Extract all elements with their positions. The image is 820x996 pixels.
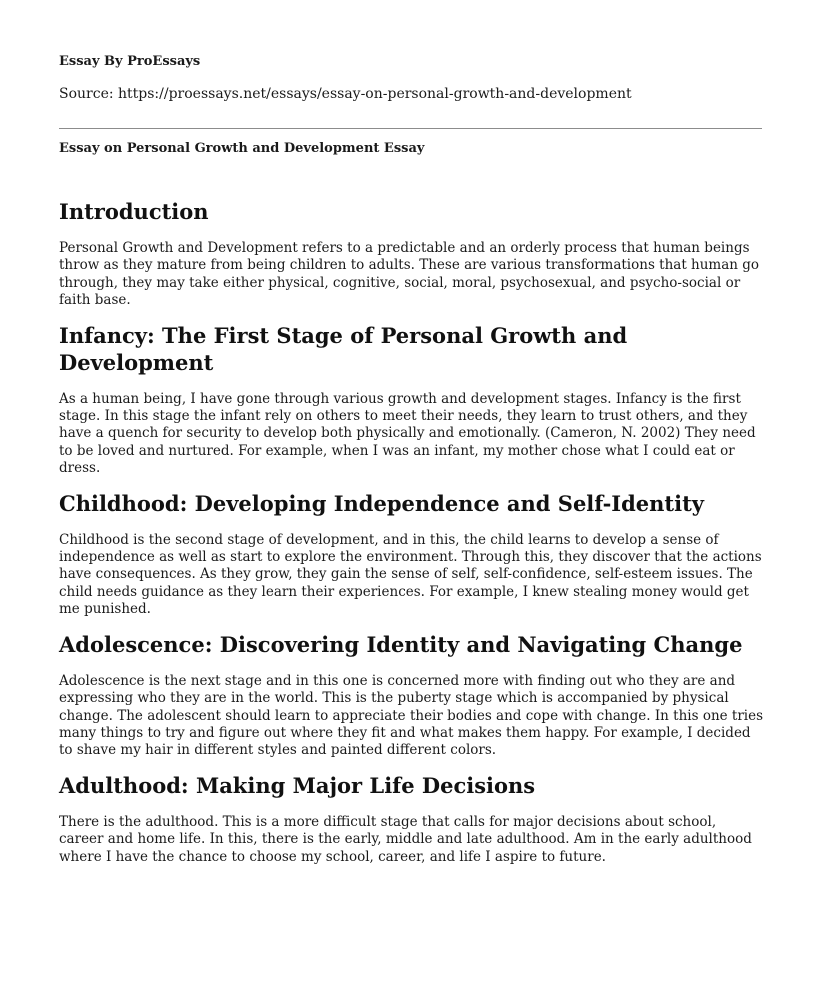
section-childhood (59, 490, 764, 619)
section-paragraph: Personal Growth and Development refers to a predictable and an orderly process that human beings throw as they mature from being children to adults. These are various transformations that human go through, they may take either physical, cognitive, social, moral, psychosexual, and psycho-social or faith base. (59, 240, 760, 309)
document-title: Essay on Personal Growth and Development Essay (59, 141, 425, 156)
section-heading: Adolescence: Discovering Identity and Navigating Change (59, 631, 743, 657)
section-paragraph: Adolescence is the next stage and in this one is concerned more with finding out who they are and expressing who they are in the world. This is the puberty stage which is accompanied by physical change. The adolescent should learn to appreciate their bodies and cope with change. In this one tries many things to try and figure out where they fit and what makes them happy. For example, I decided to shave my hair in different styles and painted different colors. (59, 672, 764, 759)
author-line: Essay By ProEssays (59, 54, 201, 69)
section-heading: Childhood: Developing Independence and Self-Identity (59, 490, 705, 516)
source-line: Source: https://proessays.net/essays/essay-on-personal-growth-and-development (59, 86, 632, 102)
section-paragraph: Childhood is the second stage of development, and in this, the child learns to develop a sense of independence as well as start to explore the environment. Through this, they discover that the actions have consequences. As they grow, they gain the sense of self, self-confidence, self-esteem issues. The child needs guidance as they learn their experiences. For example, I knew stealing money would get me punished. (59, 531, 762, 618)
essay-body (59, 198, 764, 878)
section-adolescence (59, 631, 764, 760)
section-introduction (59, 198, 764, 310)
header-divider (59, 128, 762, 129)
section-heading: Adulthood: Making Major Life Decisions (59, 772, 536, 798)
section-heading: Infancy: The First Stage of Personal Growth and Development (59, 322, 628, 375)
section-adulthood (59, 772, 764, 866)
section-heading: Introduction (59, 199, 209, 224)
section-paragraph: As a human being, I have gone through various growth and development stages. Infancy is the first stage. In this stage the infant rely on others to meet their needs, they learn to trust others, and they have a quench for security to develop both physically and emotionally. (Cameron, N. 2002) They need to be loved and nurtured. For example, when I was an infant, my mother chose what I could eat or dress. (59, 390, 756, 477)
section-paragraph: There is the adulthood. This is a more difficult stage that calls for major decisions about school, career and home life. In this, there is the early, middle and late adulthood. Am in the early adulthood where I have the chance to choose my school, career, and life I aspire to future. (59, 813, 752, 865)
section-infancy (59, 322, 764, 478)
